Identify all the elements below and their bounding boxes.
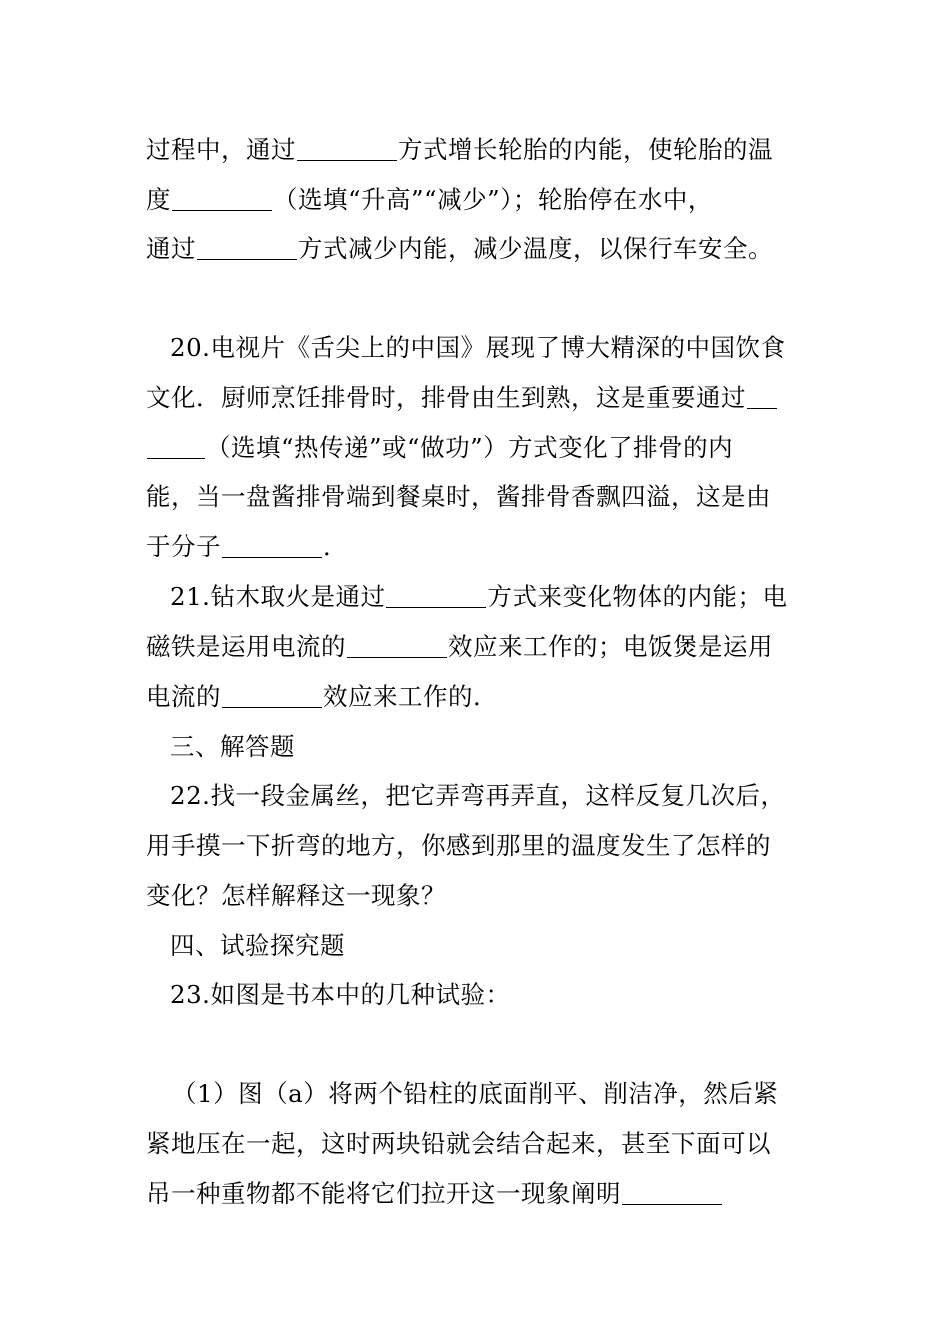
q23-sub1-text-3: 吊一种重物都不能将它们拉开这一现象阐明: [146, 1179, 621, 1208]
q21-text-2b: 效应来工作的；电饭煲是运用: [448, 632, 773, 661]
q22-line-3: 变化？怎样解释这一现象？: [146, 881, 446, 910]
q23-line-1: 23.如图是书本中的几种试验：: [170, 980, 511, 1009]
q21-text-2a: 磁铁是运用电流的: [146, 632, 346, 661]
q20-text-3: （选填“热传递”或“做功”）方式变化了排骨的内: [206, 433, 734, 462]
q23-sub1-blank[interactable]: [622, 1174, 722, 1205]
q22-line-2: 用手摸一下折弯的地方，你感到那里的温度发生了怎样的: [146, 831, 771, 860]
q21-text-1b: 方式来变化物体的内能；电: [487, 582, 788, 611]
q19-text-1a: 过程中，通过: [146, 135, 296, 164]
section-3-heading: 三、解答题: [170, 732, 295, 761]
q19-text-2b: （选填“升高”“减少”）；轮胎停在水中，: [273, 185, 713, 214]
q19-text-1b: 方式增长轮胎的内能，使轮胎的温: [398, 135, 773, 164]
q21-text-3a: 电流的: [146, 682, 221, 711]
q20-line-2: [146, 378, 778, 418]
q20-blank-2[interactable]: [222, 527, 322, 558]
q19-blank-2[interactable]: [172, 180, 272, 211]
q21-line-3: [146, 677, 498, 717]
q21-line-1: [170, 577, 787, 617]
q20-blank-1b[interactable]: [147, 428, 205, 459]
q20-line-3: [146, 428, 733, 468]
q19-line-1: [146, 130, 773, 170]
q23-sub1-line-3: [146, 1174, 723, 1214]
q23-sub1-line-2: 紧地压在一起，这时两块铅就会结合起来，甚至下面可以: [146, 1129, 771, 1158]
q19-text-2a: 度: [146, 185, 171, 214]
q19-text-3b: 方式减少内能，减少温度，以保行车安全。: [298, 234, 773, 263]
q19-line-2: [146, 180, 713, 220]
q21-blank-1[interactable]: [386, 577, 486, 608]
q19-blank-3[interactable]: [197, 229, 297, 260]
q19-line-3: [146, 229, 773, 269]
q20-line-5: [146, 527, 348, 567]
q21-blank-3[interactable]: [222, 677, 322, 708]
section-4-heading: 四、试验探究题: [170, 931, 345, 960]
q20-text-2: 文化．厨师烹饪排骨时，排骨由生到熟，这是重要通过: [146, 383, 746, 412]
q22-line-1: 22.找一段金属丝，把它弄弯再弄直，这样反复几次后，: [170, 781, 786, 810]
q20-blank-1a[interactable]: [747, 378, 777, 409]
q23-sub1-line-1: （1）图（a）将两个铅柱的底面削平、削洁净，然后紧: [172, 1079, 779, 1108]
q21-text-3b: 效应来工作的．: [323, 682, 498, 711]
q20-line-4: 能，当一盘酱排骨端到餐桌时，酱排骨香飘四溢，这是由: [146, 482, 771, 511]
q20-text-5b: ．: [323, 532, 348, 561]
q20-line-1: 20.电视片《舌尖上的中国》展现了博大精深的中国饮食: [170, 333, 786, 362]
q21-line-2: [146, 627, 773, 667]
q19-blank-1[interactable]: [297, 130, 397, 161]
q19-text-3a: 通过: [146, 234, 196, 263]
q21-blank-2[interactable]: [347, 627, 447, 658]
q21-text-1a: 21.钻木取火是通过: [170, 582, 386, 611]
q20-text-5a: 于分子: [146, 532, 221, 561]
